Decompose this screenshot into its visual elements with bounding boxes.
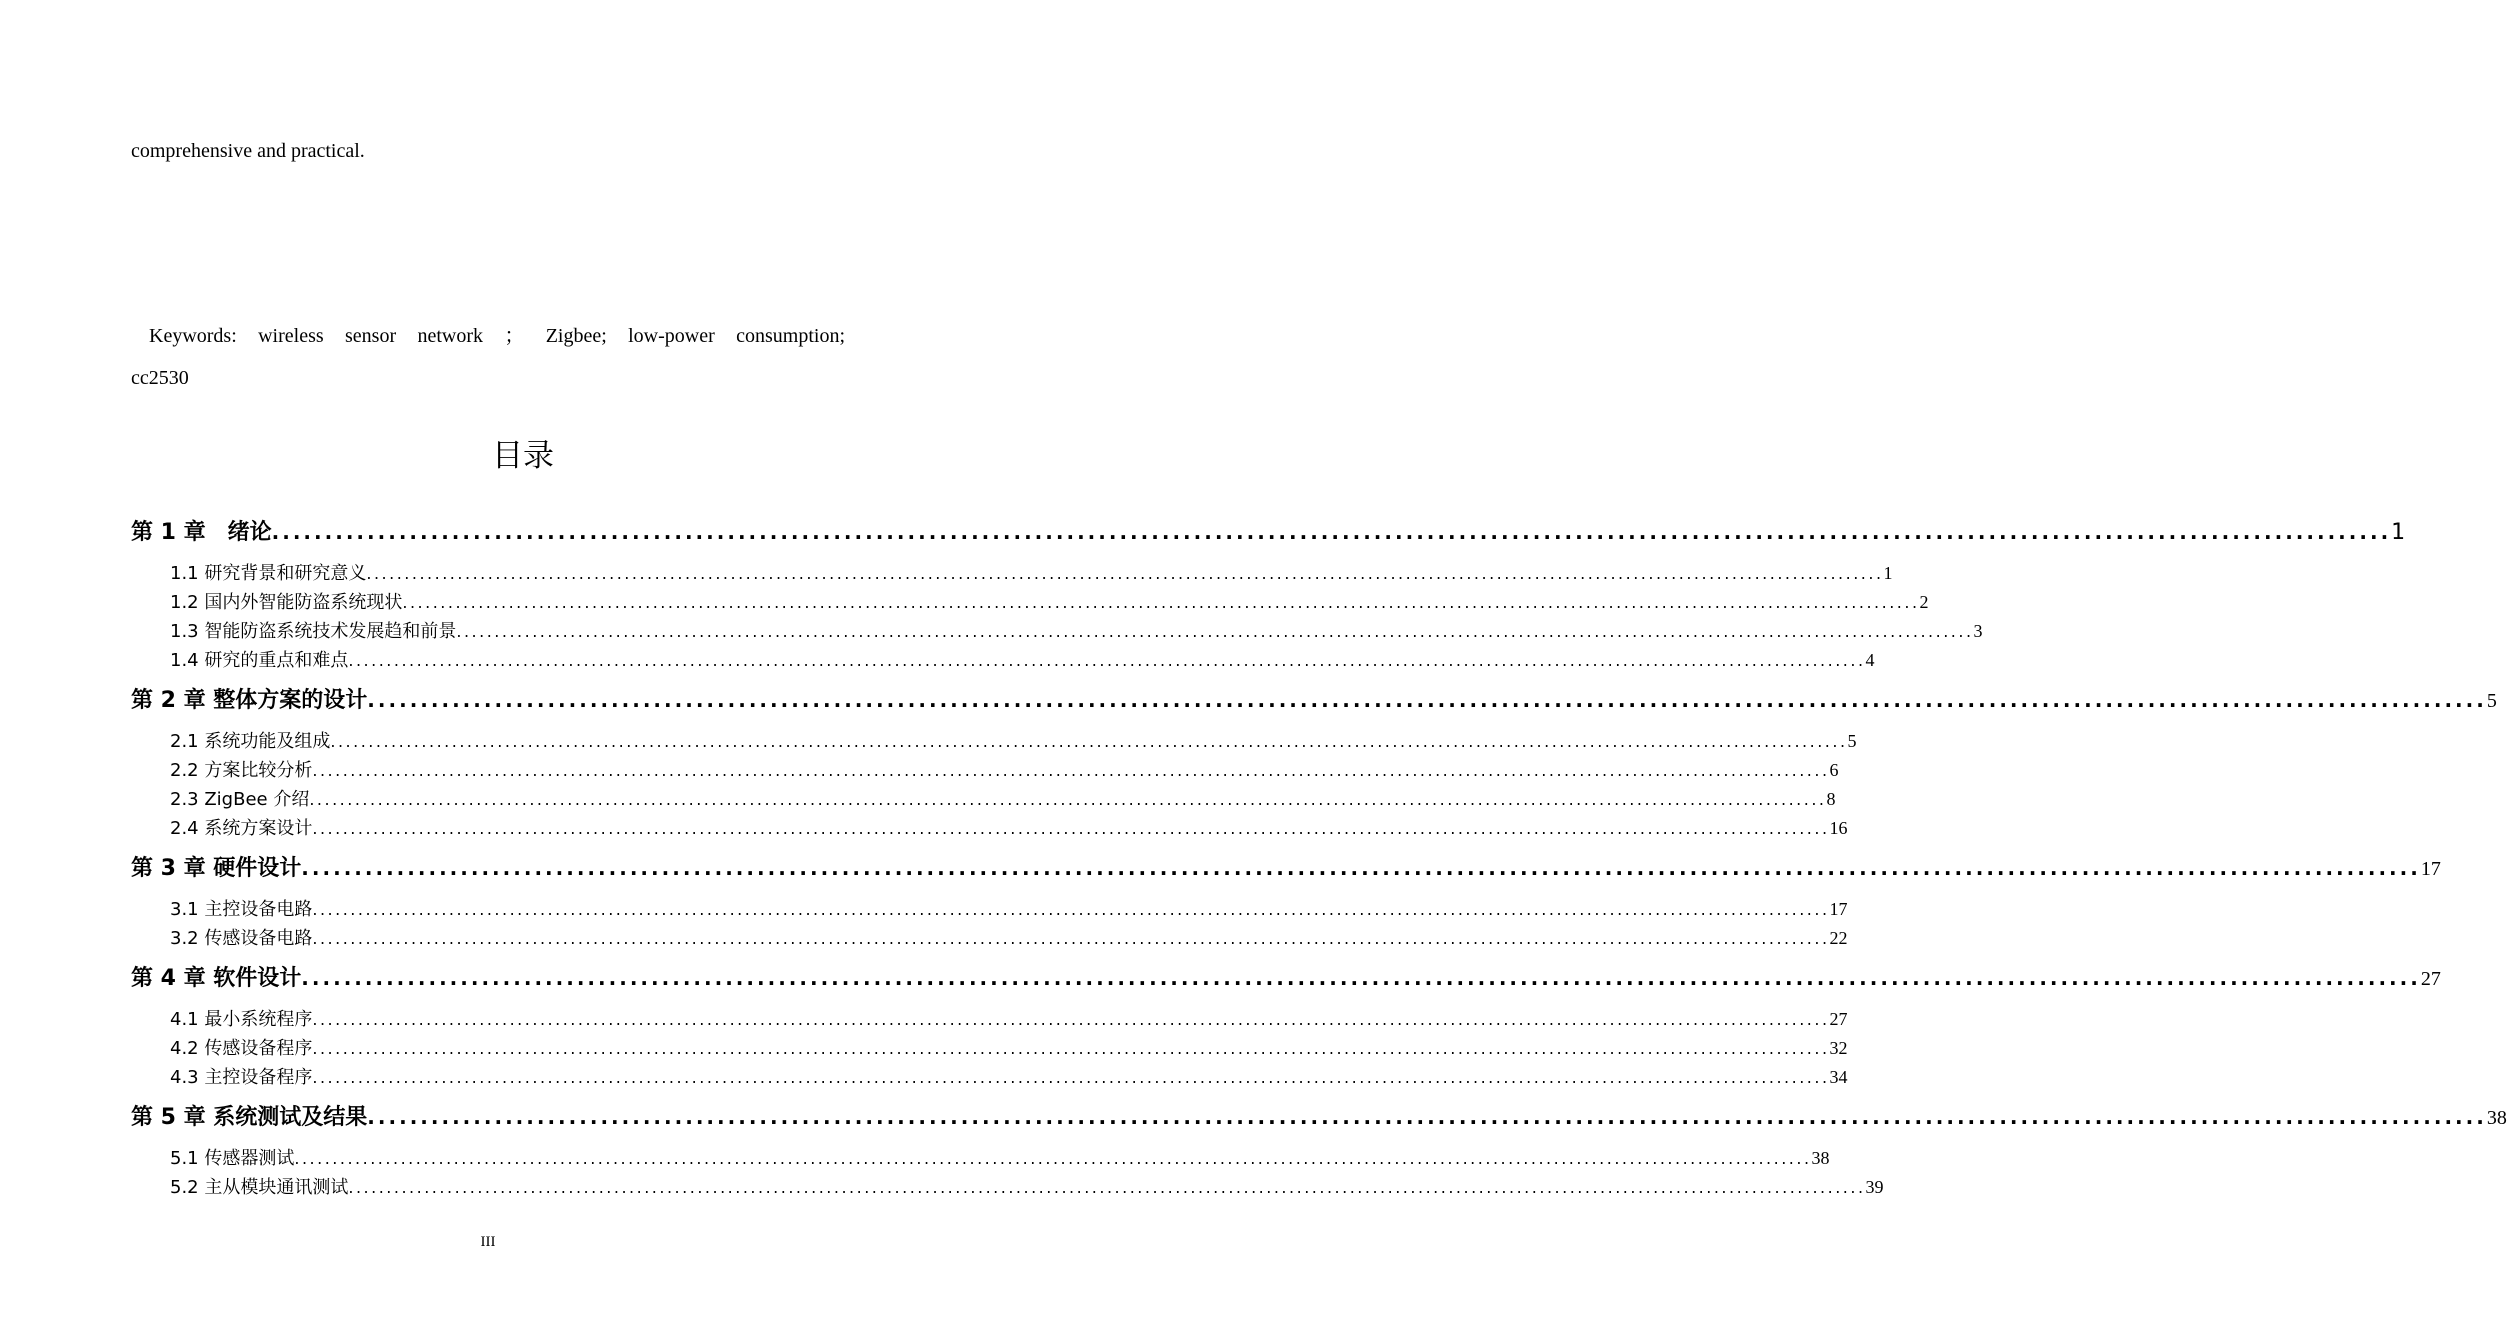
toc-section [131,617,1983,646]
toc-section [131,588,1929,617]
toc-chapter-page-number: 1 [2391,520,2406,545]
toc-section-label: 5.2 主从模块通讯测试 [170,1177,349,1198]
keywords-line-2: cc2530 [131,367,189,389]
toc-section-page-number: 34 [1829,1067,1848,1087]
toc-section-label: 4.1 最小系统程序 [170,1009,313,1030]
keyword: Zigbee; [545,325,607,347]
toc-section [131,1005,1848,1034]
page-number: III [480,1234,496,1250]
toc-section-label: 3.2 传感设备电路 [170,928,313,949]
dot-leader: ........................................................................................................................................................................................................ [271,520,2392,544]
toc-section-page-number: 27 [1829,1009,1848,1029]
toc-section-page-number: 5 [1847,731,1857,751]
toc-chapter-label: 第 5 章 系统测试及结果 [131,1105,368,1130]
keyword: wireless [258,325,324,347]
dot-leader: ........................................................................................................................................................................................................ [294,1149,1812,1168]
toc-chapter-page-number: 5 [2486,690,2497,712]
toc-section-page-number: 8 [1826,789,1836,809]
toc-section-label: 2.4 系统方案设计 [170,818,313,839]
toc-section-label: 2.3 ZigBee 介绍 [170,789,310,810]
toc-section [131,1063,1848,1092]
toc-section-label: 5.1 传感器测试 [170,1148,295,1169]
dot-leader: ........................................................................................................................................................................................................ [309,790,1827,809]
toc-section-label: 1.4 研究的重点和难点 [170,650,349,671]
toc-section [131,785,1836,814]
toc-section-label: 2.1 系统功能及组成 [170,731,331,752]
toc-chapter [131,681,2497,719]
toc-section [131,814,1848,843]
toc-section-page-number: 6 [1829,760,1839,780]
dot-leader: ........................................................................................................................................................................................................ [330,732,1848,751]
toc-chapter-label: 第 3 章 硬件设计 [131,856,302,881]
toc-section-label: 1.2 国内外智能防盗系统现状 [170,592,403,613]
toc-section-page-number: 16 [1829,818,1848,838]
toc-chapter-label: 第 4 章 软件设计 [131,966,302,991]
dot-leader: ........................................................................................................................................................................................................ [312,929,1830,948]
toc-section-label: 1.3 智能防盗系统技术发展趋和前景 [170,621,457,642]
keywords-line [131,315,845,357]
toc-section-page-number: 1 [1883,563,1893,583]
toc-section-page-number: 32 [1829,1038,1848,1058]
keywords-paragraph [131,315,845,399]
toc-section [131,1034,1848,1063]
toc-chapter [131,1098,2507,1136]
toc-section-page-number: 22 [1829,928,1848,948]
toc-section-page-number: 38 [1811,1148,1830,1168]
toc-section-label: 1.1 研究背景和研究意义 [170,563,367,584]
keyword: network [417,325,483,347]
dot-leader: ........................................................................................................................................................................................................ [301,966,2421,990]
keyword-separator: ； [504,325,525,347]
toc-section-label: 2.2 方案比较分析 [170,760,313,781]
table-of-contents [131,513,2507,1208]
toc-chapter-page-number: 27 [2420,968,2441,990]
toc-chapter-label: 第 1 章 绪论 [131,520,272,545]
keyword: low-power [628,325,715,347]
toc-section-page-number: 17 [1829,899,1848,919]
toc-section-page-number: 2 [1919,592,1929,612]
toc-section-label: 4.2 传感设备程序 [170,1038,313,1059]
dot-leader: ........................................................................................................................................................................................................ [366,564,1884,583]
toc-chapter [131,513,2406,551]
toc-section [131,559,1893,588]
keyword: sensor [345,325,397,347]
toc-section [131,895,1848,924]
dot-leader: ........................................................................................................................................................................................................ [367,1105,2487,1129]
dot-leader: ........................................................................................................................................................................................................ [348,651,1866,670]
toc-section [131,756,1839,785]
toc-section [131,646,1875,675]
dot-leader: ........................................................................................................................................................................................................ [367,688,2487,712]
dot-leader: ........................................................................................................................................................................................................ [402,593,1920,612]
dot-leader: ........................................................................................................................................................................................................ [301,856,2421,880]
toc-section [131,1144,1830,1173]
dot-leader: ........................................................................................................................................................................................................ [312,1068,1830,1087]
dot-leader: ........................................................................................................................................................................................................ [312,1010,1830,1029]
toc-chapter-page-number: 38 [2486,1107,2507,1129]
toc-chapter [131,959,2441,997]
toc-section [131,1173,1884,1202]
keyword: consumption; [736,325,845,347]
keywords-label: Keywords: [149,325,237,347]
toc-chapter-page-number: 17 [2420,858,2441,880]
dot-leader: ........................................................................................................................................................................................................ [312,819,1830,838]
dot-leader: ........................................................................................................................................................................................................ [312,761,1830,780]
dot-leader: ........................................................................................................................................................................................................ [348,1178,1866,1197]
toc-section-page-number: 4 [1865,650,1875,670]
toc-chapter [131,849,2441,887]
toc-section-label: 3.1 主控设备电路 [170,899,313,920]
toc-section [131,727,1857,756]
toc-section-page-number: 39 [1865,1177,1884,1197]
dot-leader: ........................................................................................................................................................................................................ [456,622,1974,641]
dot-leader: ........................................................................................................................................................................................................ [312,1039,1830,1058]
toc-chapter-label: 第 2 章 整体方案的设计 [131,688,368,713]
abstract-continuation: comprehensive and practical. [131,140,365,162]
toc-section-page-number: 3 [1973,621,1983,641]
toc-section-label: 4.3 主控设备程序 [170,1067,313,1088]
dot-leader: ........................................................................................................................................................................................................ [312,900,1830,919]
toc-section [131,924,1848,953]
toc-title: 目录 [492,438,554,474]
